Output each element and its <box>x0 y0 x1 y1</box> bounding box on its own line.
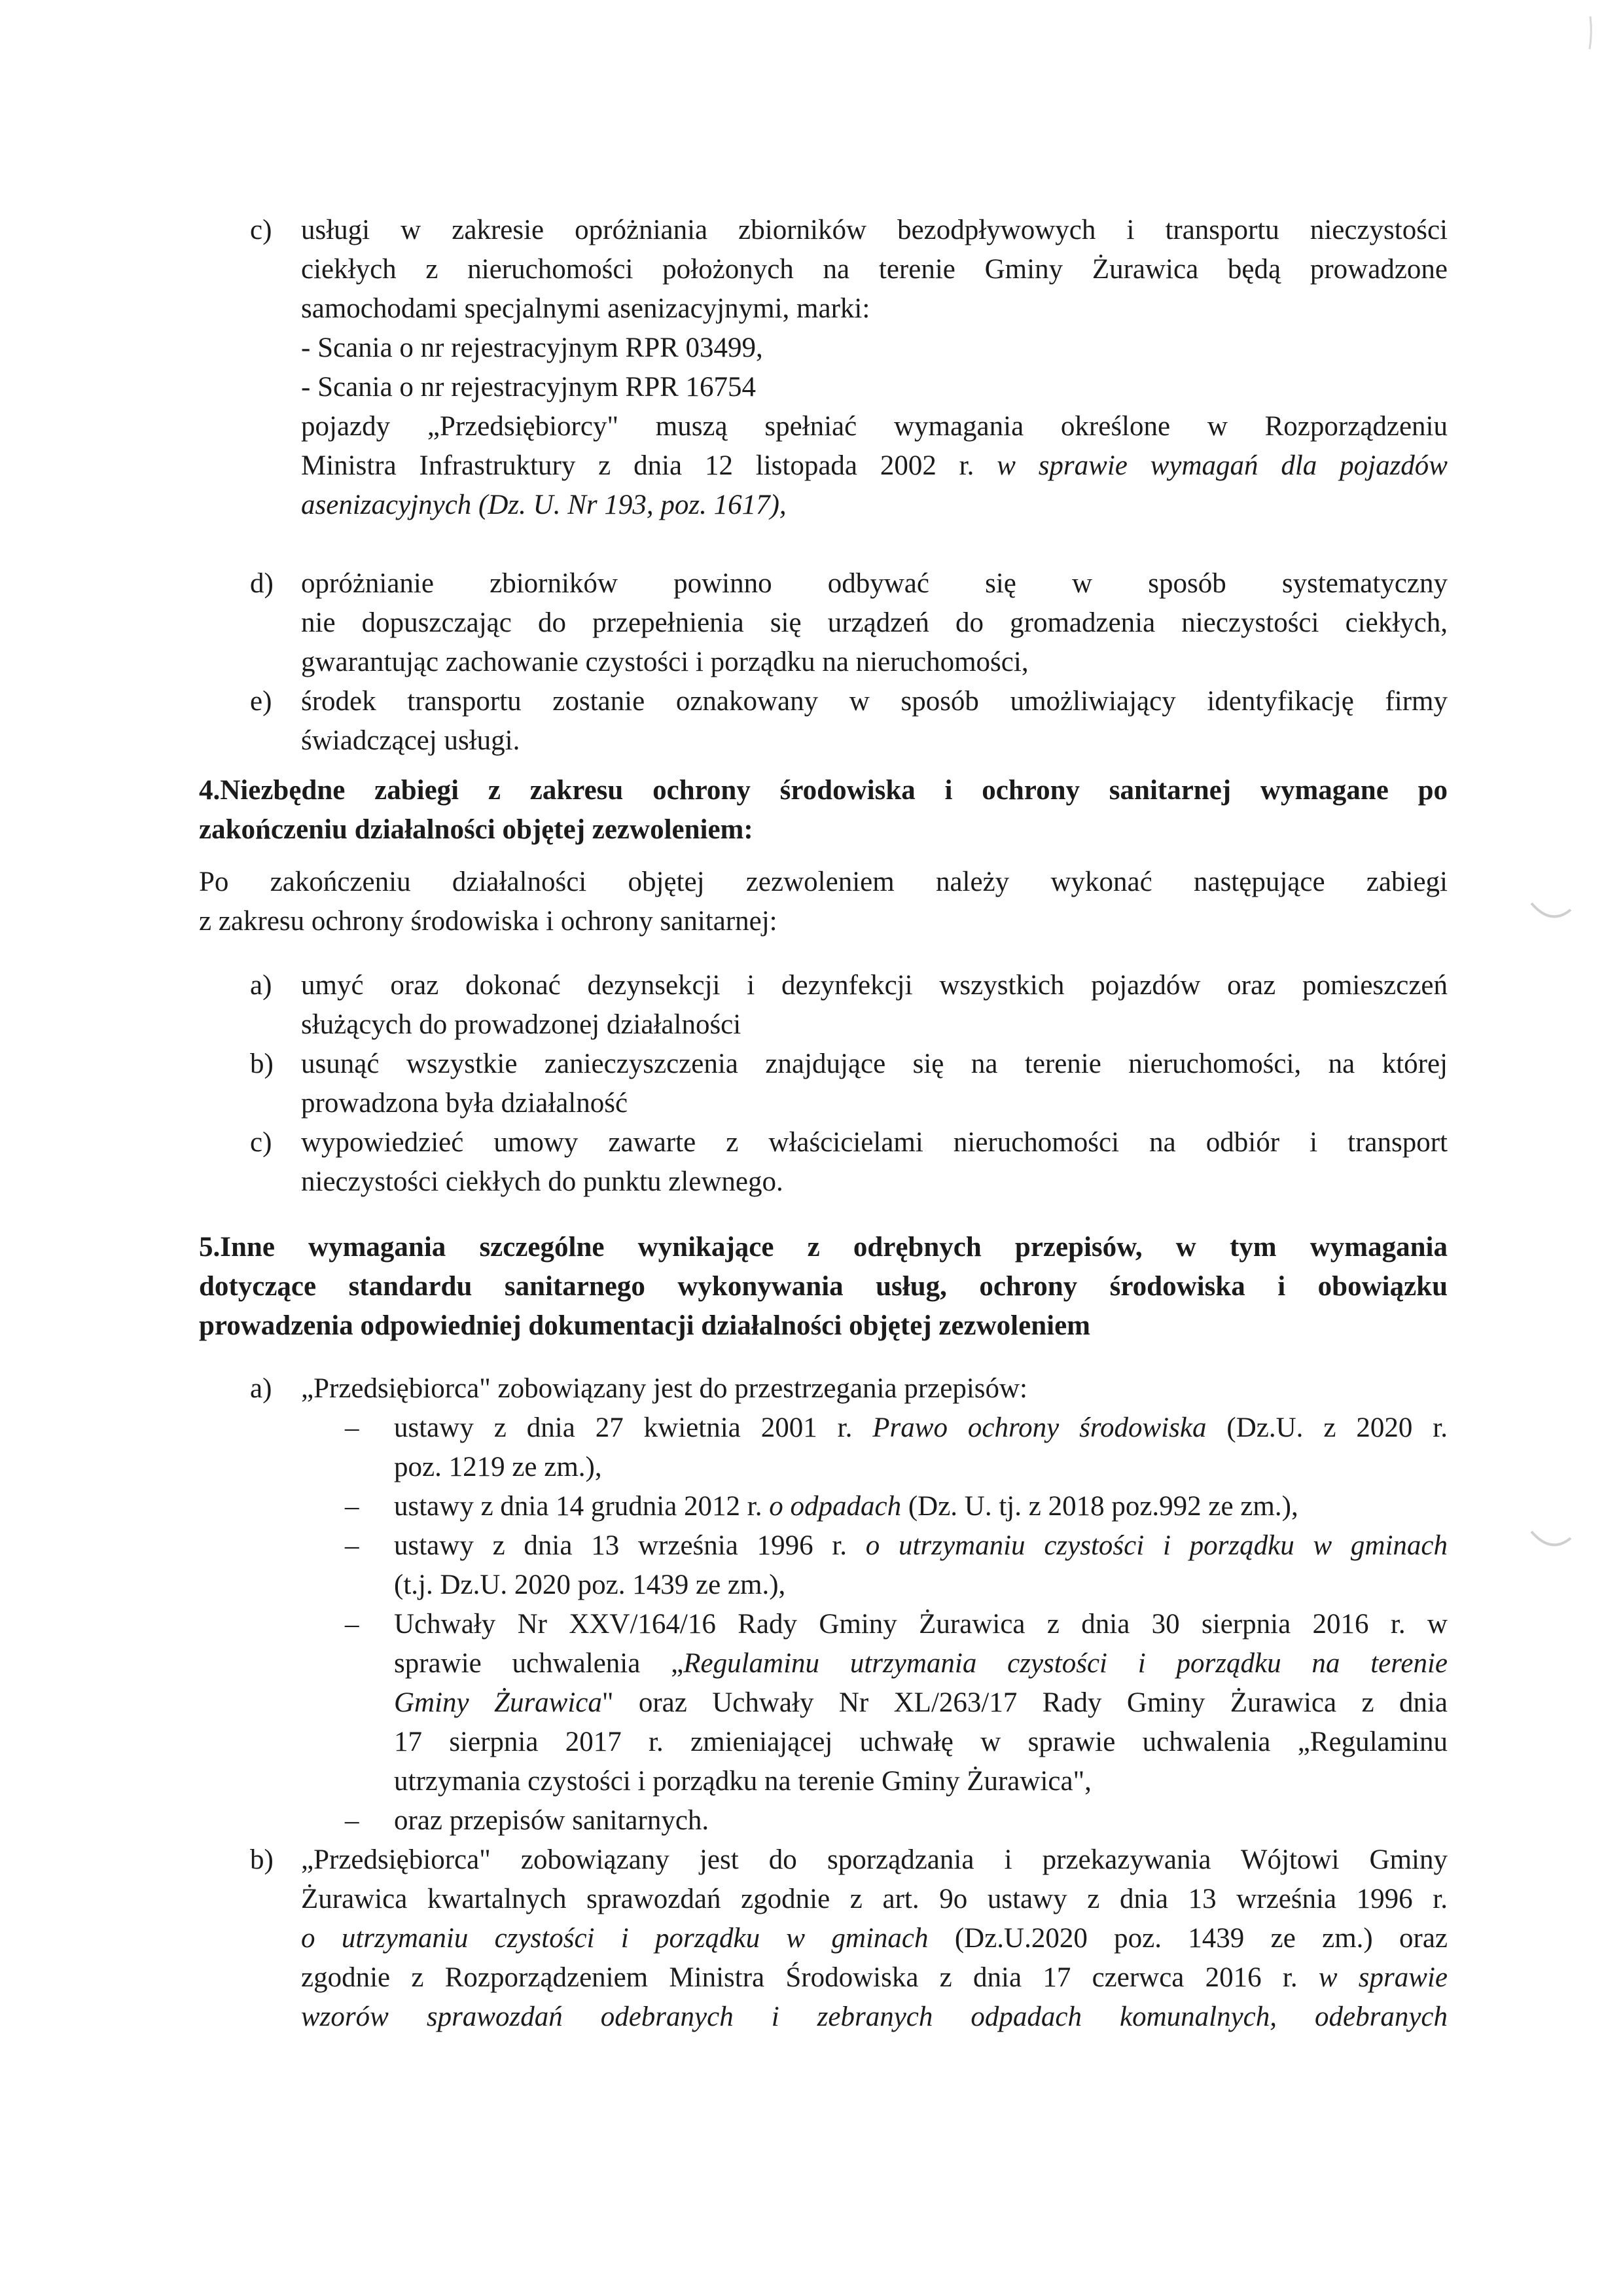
list-label: c) <box>250 215 272 245</box>
text-line: służących do prowadzonej działalności <box>301 1009 741 1040</box>
section-4-intro <box>199 863 1448 941</box>
text-line: Żurawica kwartalnych sprawozdań zgodnie z art. 9o ustawy z dnia 13 września 1996 r. <box>301 1884 1448 1914</box>
text-line: umyć oraz dokonać dezynsekcji i dezynfekcji wszystkich pojazdów oraz pomieszczeń <box>301 970 1448 1001</box>
text-line: gwarantując zachowanie czystości i porządku na nieruchomości, <box>301 647 1029 677</box>
text-line: wypowiedzieć umowy zawarte z właścicielami nieruchomości na odbiór i transport <box>301 1127 1448 1158</box>
list-item-c <box>250 211 1448 564</box>
text-line: usunąć wszystkie zanieczyszczenia znajdujące się na terenie nieruchomości, na której <box>301 1049 1448 1079</box>
scan-artifact-mark <box>1528 1525 1574 1558</box>
list-label: a) <box>250 1373 272 1404</box>
heading-line: prowadzenia odpowiedniej dokumentacji działalności objętej zezwoleniem <box>199 1310 1090 1341</box>
text-line: poz. 1219 ze zm.), <box>394 1452 602 1482</box>
text-run: ustawy z dnia 27 kwietnia 2001 r. <box>394 1412 873 1443</box>
italic-title: o utrzymaniu czystości i porządku w gminach <box>865 1530 1448 1561</box>
list-item-4b <box>250 1045 1448 1123</box>
dash-bullet: – <box>345 1491 359 1522</box>
text-run: " oraz Uchwały Nr XL/263/17 Rady Gminy Żurawica z dnia <box>601 1687 1448 1718</box>
text-line <box>301 486 1448 525</box>
text-line: (t.j. Dz.U. 2020 poz. 1439 ze zm.), <box>394 1570 786 1600</box>
text-line: usługi w zakresie opróżniania zbiorników bezodpływowych i transportu nieczystości <box>301 215 1448 245</box>
heading-line: zakończeniu działalności objętej zezwoleniem: <box>199 814 753 845</box>
section-5-heading <box>199 1228 1448 1346</box>
text-run: ustawy z dnia 14 grudnia 2012 r. <box>394 1491 770 1522</box>
vehicle-line: - Scania o nr rejestracyjnym RPR 16754 <box>301 372 757 403</box>
list-label: c) <box>250 1127 272 1158</box>
list-label: e) <box>250 686 272 717</box>
text-line <box>301 1998 1448 2037</box>
text-line: świadczącej usługi. <box>301 725 520 756</box>
scan-artifact-mark <box>1580 13 1600 52</box>
italic-title: Gminy Żurawica <box>394 1687 602 1718</box>
text-run: sprawie uchwalenia „ <box>394 1648 684 1679</box>
text-line: prowadzona była działalność <box>301 1088 628 1119</box>
italic-citation: asenizacyjnych (Dz. U. Nr 193, poz. 1617), <box>301 490 787 520</box>
italic-title: wzorów sprawozdań odebranych i zebranych odpadach komunalnych, odebranych <box>301 2001 1448 2032</box>
text-line: oraz przepisów sanitarnych. <box>394 1805 709 1836</box>
text-line <box>301 446 1448 486</box>
text-line: samochodami specjalnymi asenizacyjnymi, marki: <box>301 293 870 324</box>
act-item <box>345 1408 1448 1487</box>
heading-line: 5.Inne wymagania szczególne wynikające z odrębnych przepisów, w tym wymagania <box>199 1232 1448 1263</box>
text-line <box>394 1408 1448 1448</box>
heading-line: dotyczące standardu sanitarnego wykonywania usług, ochrony środowiska i obowiązku <box>199 1271 1448 1302</box>
text-line: środek transportu zostanie oznakowany w sposób umożliwiający identyfikację firmy <box>301 686 1448 717</box>
list-item-5a <box>250 1369 1448 1840</box>
act-item <box>345 1526 1448 1605</box>
text-run: ustawy z dnia 13 września 1996 r. <box>394 1530 866 1561</box>
text-line <box>301 1919 1448 1958</box>
text-line: opróżnianie zbiorników powinno odbywać się w sposób systematyczny <box>301 568 1448 599</box>
text-line: nieczystości ciekłych do punktu zlewnego. <box>301 1166 783 1197</box>
list-item-e <box>250 682 1448 761</box>
italic-title: Prawo ochrony środowiska <box>872 1412 1207 1443</box>
list-label: b) <box>250 1049 274 1079</box>
dash-bullet: – <box>345 1805 359 1836</box>
scan-artifact-mark <box>1528 897 1574 929</box>
text-run: (Dz. U. tj. z 2018 poz.992 ze zm.), <box>901 1491 1298 1522</box>
text-line: „Przedsiębiorca" zobowiązany jest do przestrzegania przepisów: <box>301 1373 1028 1404</box>
list-item-d <box>250 564 1448 682</box>
vehicle-line: - Scania o nr rejestracyjnym RPR 03499, <box>301 332 763 363</box>
text-line: ciekłych z nieruchomości położonych na terenie Gminy Żurawica będą prowadzone <box>301 254 1448 285</box>
dash-bullet: – <box>345 1530 359 1561</box>
act-item <box>345 1801 1448 1840</box>
text-line: z zakresu ochrony środowiska i ochrony sanitarnej: <box>199 906 777 937</box>
act-item <box>345 1605 1448 1801</box>
text-run: zgodnie z Rozporządzeniem Ministra Środowiska z dnia 17 czerwca 2016 r. <box>301 1962 1319 1993</box>
dash-bullet: – <box>345 1412 359 1443</box>
text-line: „Przedsiębiorca" zobowiązany jest do sporządzania i przekazywania Wójtowi Gminy <box>301 1844 1448 1875</box>
text-line <box>394 1644 1448 1683</box>
italic-title: o odpadach <box>769 1491 902 1522</box>
italic-title: w sprawie wymagań dla pojazdów <box>997 450 1448 481</box>
italic-title: o utrzymaniu czystości i porządku w gminach <box>301 1923 929 1954</box>
text-line: 17 sierpnia 2017 r. zmieniającej uchwałę w sprawie uchwalenia „Regulaminu <box>394 1727 1448 1757</box>
list-label: b) <box>250 1844 274 1875</box>
heading-line: 4.Niezbędne zabiegi z zakresu ochrony środowiska i ochrony sanitarnej wymagane po <box>199 775 1448 806</box>
list-item-5b <box>250 1840 1448 2037</box>
list-label: a) <box>250 970 272 1001</box>
list-item-4a <box>250 966 1448 1045</box>
text-line <box>301 1958 1448 1998</box>
text-line <box>394 1526 1448 1566</box>
text-line: pojazdy „Przedsiębiorcy" muszą spełniać wymagania określone w Rozporządzeniu <box>301 411 1448 442</box>
list-label: d) <box>250 568 274 599</box>
text-line: nie dopuszczając do przepełnienia się urządzeń do gromadzenia nieczystości ciekłych, <box>301 607 1448 638</box>
italic-title: w sprawie <box>1318 1962 1448 1993</box>
text-line <box>394 1487 1448 1526</box>
text-line <box>394 1683 1448 1723</box>
italic-title: Regulaminu utrzymania czystości i porządku na terenie <box>683 1648 1448 1679</box>
text-line: Po zakończeniu działalności objętej zezwoleniem należy wykonać następujące zabiegi <box>199 867 1448 897</box>
section-4-heading <box>199 771 1448 850</box>
text-run: Ministra Infrastruktury z dnia 12 listopada 2002 r. <box>301 450 997 481</box>
text-run: (Dz.U. z 2020 r. <box>1206 1412 1448 1443</box>
text-run: (Dz.U.2020 poz. 1439 ze zm.) oraz <box>928 1923 1448 1954</box>
act-item <box>345 1487 1448 1526</box>
list-item-4c <box>250 1123 1448 1202</box>
dash-bullet: – <box>345 1609 359 1640</box>
text-line: utrzymania czystości i porządku na terenie Gminy Żurawica", <box>394 1766 1092 1797</box>
text-line: Uchwały Nr XXV/164/16 Rady Gminy Żurawica z dnia 30 sierpnia 2016 r. w <box>394 1609 1448 1640</box>
